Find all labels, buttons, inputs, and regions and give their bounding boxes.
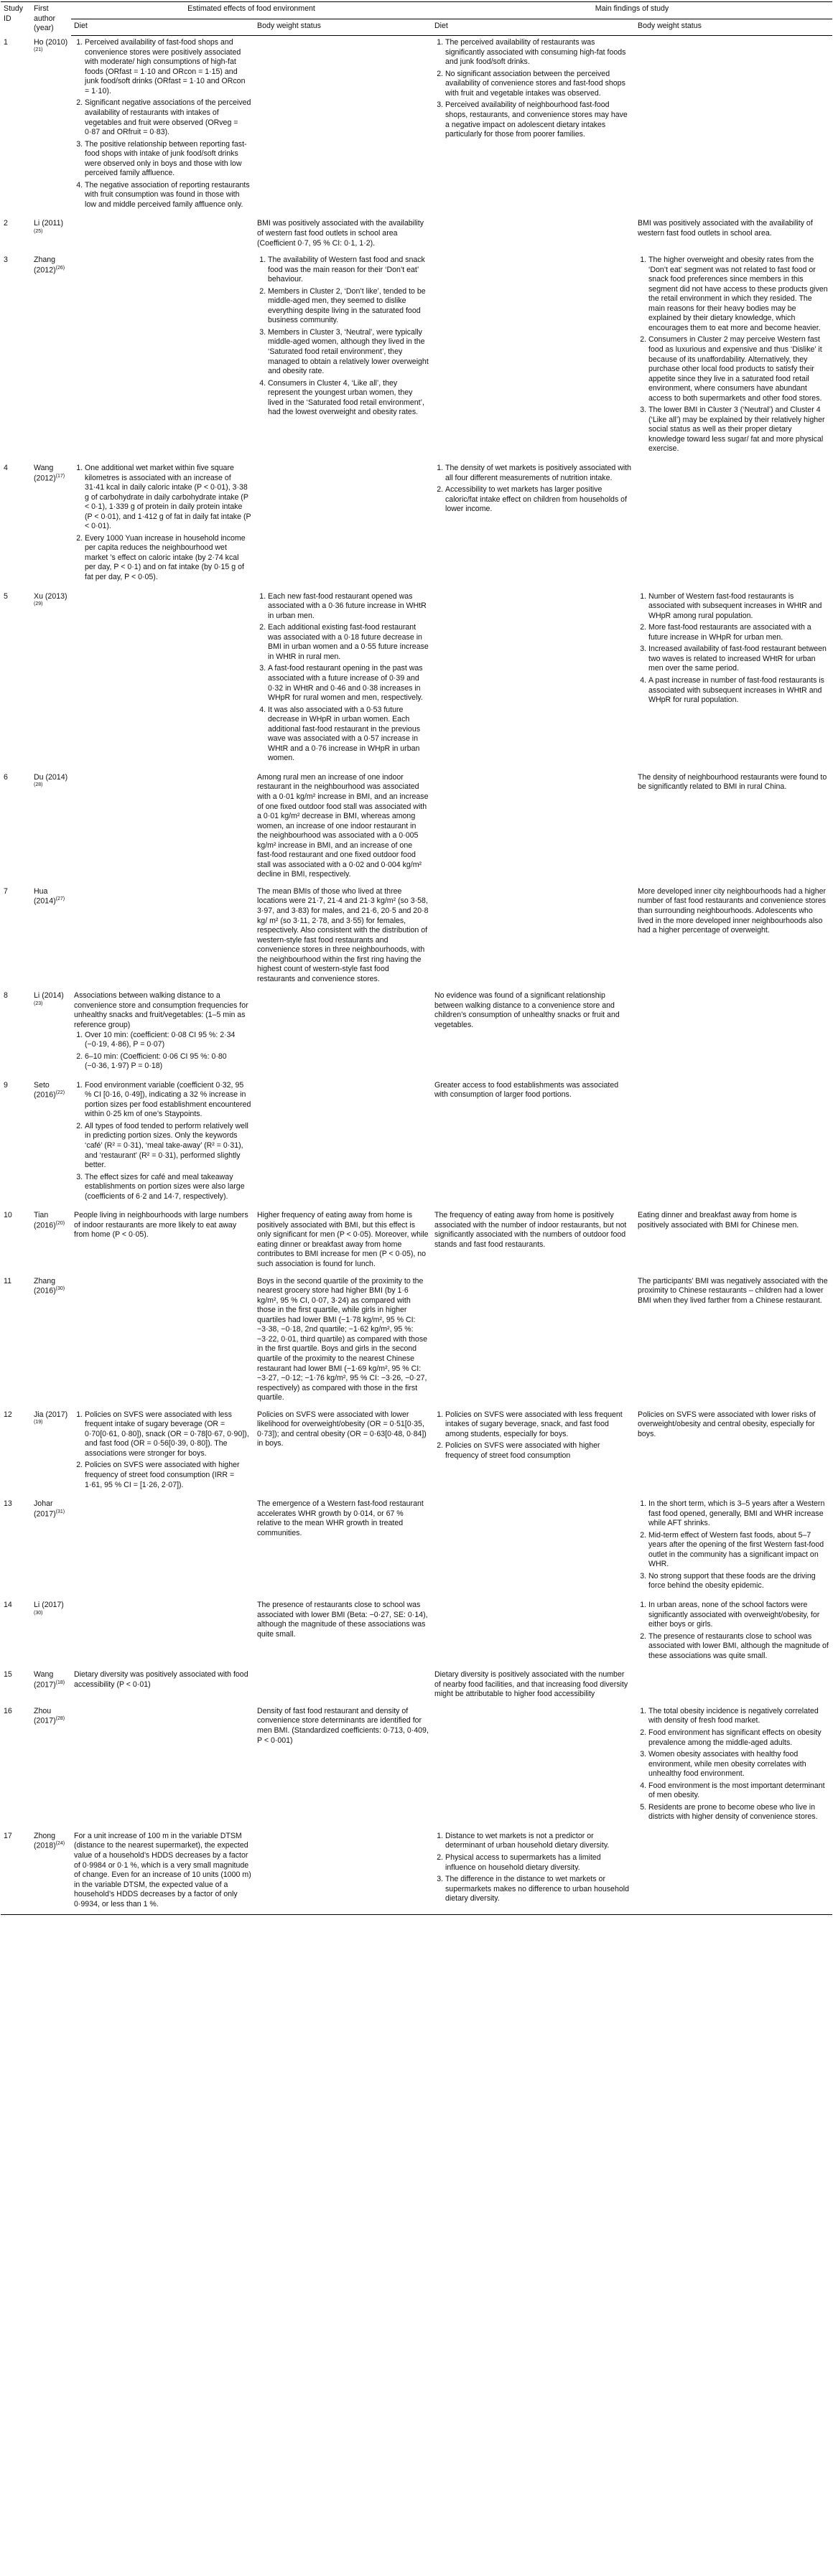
- finding-item: 1. Food environment variable (coefficient 0·32, 95 % CI [0·16, 0·49]), indicating a 32 % increase in portion sizes per food establishment encountered within 0·25 km of one’s Staypoints.: [85, 1081, 251, 1120]
- findings-diet-cell: [432, 1209, 635, 1274]
- finding-item: 4. The negative association of reporting restaurants with fruit consumption was found in those with low and middle perceived family affluence only.: [85, 181, 251, 210]
- finding-text: Boys in the second quartile of the proximity to the nearest grocery store had higher BMI (by 1·6 kg/m², 95 % CI, 0·07, 3·24) as compared with those in the first quartile, while girls in higher quartiles had lower BMI (−1·78 kg/m², 95 % CI: −3·38, −0·18, 2nd quartile; −1·62 kg/m², 95 %: −3·22, 0·01, third quartile) as compared with those in the first quartile. Boys and girls in the second quartile of the proximity to the nearest Chinese restaurant had lower BMI (−1·69 kg/m², 95 % CI: −3·27, −0·12; −1·76 kg/m², 95 % CI: −3·26, −0·27, respectively) as compared with those in the first quartile.: [257, 1276, 428, 1402]
- finding-text: Dietary diversity was positively associated with food accessibility (P < 0·01): [74, 1670, 248, 1689]
- effects-weight-cell: [254, 217, 432, 253]
- study-author: [31, 36, 71, 217]
- study-author: [31, 1598, 71, 1668]
- header-first-author: First author (year): [31, 2, 71, 36]
- author-reference: (27): [55, 896, 65, 902]
- table-row: [1, 989, 832, 1078]
- findings-diet-cell: [432, 1705, 635, 1830]
- finding-text: More developed inner city neighbourhoods had a higher number of fast food restaurants and convenience stores than surrounding neighbourhoods. Adolescents who lived in the more developed inner neighbourhoods also had a higher percentage of overweight.: [638, 886, 827, 935]
- study-author: [31, 1275, 71, 1408]
- finding-item: 1. Policies on SVFS were associated with less frequent intake of sugary beverage (OR = 0·70[0·61, 0·80]), snack (OR = 0·78[0·67, 0·90]), and fast food (OR = 0·56[0·39, 0·80]). The associations were stronger for boys.: [85, 1410, 251, 1459]
- findings-diet-cell: [432, 1275, 635, 1408]
- finding-item: 1. In urban areas, none of the school factors were significantly associated with overweight/obesity, for either boys or girls.: [648, 1601, 829, 1630]
- findings-weight-cell: [635, 590, 832, 771]
- finding-item: 3. The lower BMI in Cluster 3 (‘Neutral’) and Cluster 4 (‘Like all’) may be explained by their relatively higher social status as well as their proper dietary knowledge toward less sugar/ fat and more physical exercise.: [648, 406, 829, 454]
- study-author: [31, 1497, 71, 1598]
- author-name: Seto (2016): [34, 1080, 56, 1100]
- finding-item: 2. Consumers in Cluster 2 may perceive Western fast food as luxurious and expensive and thus ‘Dislike’ it because of its unaffordability. Alternatively, they purchase other local food products to satisfy their appetite since they live in a saturated food retail environment, where consumers have abundant access to both supermarkets and other food stores.: [648, 335, 829, 403]
- finding-item: 2. Every 1000 Yuan increase in household income per capita reduces the neighbourhood wet market ’s effect on caloric intake (by 2·74 kcal per day, P < 0·1) and on fat intake (by 0·15 g of fat per day, P < 0·05).: [85, 534, 251, 583]
- finding-item: 4. Consumers in Cluster 4, ‘Like all’, they represent the youngest urban women, they lived in the ‘Saturated food retail environment’, had the lowest overweight and obesity rates.: [268, 379, 429, 418]
- effects-diet-cell: [71, 1275, 254, 1408]
- effects-diet-cell: [71, 1830, 254, 1915]
- study-author: [31, 1705, 71, 1830]
- finding-item: 2. More fast-food restaurants are associated with a future increase in WHpR for urban men.: [648, 623, 829, 642]
- author-name: Li (2014): [34, 991, 64, 1001]
- author-name: Jia (2017): [34, 1410, 68, 1419]
- finding-text: Eating dinner and breakfast away from home is positively associated with BMI for Chinese men.: [638, 1211, 799, 1230]
- table-row: [1, 462, 832, 590]
- effects-diet-cell: [71, 36, 254, 217]
- author-reference: (30): [55, 1286, 65, 1292]
- findings-diet-cell: [432, 1598, 635, 1668]
- table-row: [1, 590, 832, 771]
- finding-item: 3. Increased availability of fast-food restaurant between two waves is related to increased WHtR for urban men over the same period.: [648, 645, 829, 674]
- author-reference: (18): [55, 1680, 65, 1685]
- effects-weight-cell: [254, 1598, 432, 1668]
- findings-diet-cell: [432, 771, 635, 885]
- study-id: 6: [4, 772, 8, 782]
- finding-item: 1. The availability of Western fast food and snack food was the main reason for their ‘Don’t eat’ behaviour.: [268, 256, 429, 285]
- finding-item: 2. All types of food tended to perform relatively well in predicting portion sizes. Only the keywords ‘café’ (R² = 0·31), ‘meal take-away’ (R² = 0·31), and ‘restaurant’ (R² = 0·31), performed slightly better.: [85, 1122, 251, 1171]
- findings-diet-cell: [432, 1830, 635, 1915]
- header-findings-diet: Diet: [432, 19, 635, 36]
- effects-weight-cell: [254, 1408, 432, 1497]
- finding-item: 1. Number of Western fast-food restaurants is associated with subsequent increases in WHtR and WHpR among rural population.: [648, 592, 829, 622]
- author-reference: (25): [34, 228, 43, 234]
- finding-item: 1. Perceived availability of fast-food shops and convenience stores were positively associated with moderate/ high consumptions of high-fat foods (ORfast = 1·10 and ORcon = 1·15) and junk food/soft drinks (ORfast = 1·10 and ORcon = 1·10).: [85, 38, 251, 96]
- findings-diet-cell: [432, 1408, 635, 1497]
- author-name: Johar (2017): [34, 1499, 56, 1519]
- study-id: 2: [4, 219, 8, 228]
- study-table: [1, 1, 832, 1915]
- study-author: [31, 885, 71, 989]
- table-row: [1, 1275, 832, 1408]
- finding-item: 1. In the short term, which is 3–5 years after a Western fast food opened, generally, BMI and WHR increase while AFT shrinks.: [648, 1499, 829, 1529]
- finding-text: The mean BMIs of those who lived at three locations were 21·7, 21·4 and 21·3 kg/m² (so 3·58, 3·97, and 3·83) for males, and 21·6, 20·5 and 20·8 kg/ m² (so 3·11, 2·78, and 3·55) for females, respectively. Also consistent with the distribution of western-style fast food restaurants and convenience stores in three neighbourhoods, with the neighbourhood within the first ring having the highest count of western-style fast food restaurants and convenience stores.: [257, 886, 429, 983]
- finding-item: 4. Food environment is the most important determinant of men obesity.: [648, 1781, 829, 1801]
- finding-text: BMI was positively associated with the availability of western fast food outlets in school area (Coefficient 0·7, 95 % CI: 0·1, 1·2).: [257, 219, 424, 248]
- findings-diet-cell: [432, 1668, 635, 1705]
- effects-diet-cell: [71, 885, 254, 989]
- findings-diet-cell: [432, 217, 635, 253]
- findings-weight-cell: [635, 1079, 832, 1209]
- finding-item: 2. Accessibility to wet markets has larger positive caloric/fat intake effect on children from households of lower income.: [445, 485, 632, 515]
- finding-item: 1. Distance to wet markets is not a predictor or determinant of urban household dietary diversity.: [445, 1832, 632, 1851]
- finding-list: [74, 464, 251, 583]
- table-body: [1, 36, 832, 1915]
- study-id: 16: [4, 1706, 12, 1715]
- finding-item: 4. It was also associated with a 0·53 future decrease in WHpR in urban women. Each additional fast-food restaurant in the previous wave was associated with a 0·57 increase in WHtR and a 0·76 increase in WHpR in urban women.: [268, 706, 429, 764]
- findings-weight-cell: [635, 1668, 832, 1705]
- author-name: Hua (2014): [34, 886, 56, 906]
- author-name: Tian (2016): [34, 1211, 56, 1230]
- table-row: [1, 1705, 832, 1830]
- header-study-id: Study ID: [1, 2, 31, 36]
- effects-weight-cell: [254, 590, 432, 771]
- study-id: 7: [4, 886, 8, 896]
- finding-text: Density of fast food restaurant and density of convenience store determinants are identified for men BMI. (Standardized coefficients: 0·713, 0·409, P < 0·001): [257, 1706, 429, 1745]
- effects-diet-cell: [71, 1209, 254, 1274]
- finding-item: 5. Residents are prone to become obese who live in districts with higher density of convenience stores.: [648, 1803, 829, 1822]
- table-row: [1, 771, 832, 885]
- finding-list: [74, 1081, 251, 1202]
- author-reference: (30): [34, 1610, 43, 1616]
- finding-text: No evidence was found of a significant relationship between walking distance to a convenience store and children’s consumption of unhealthy snacks or fruit and vegetables.: [434, 991, 620, 1029]
- study-author: [31, 1408, 71, 1497]
- study-author: [31, 1209, 71, 1274]
- table-row: [1, 1209, 832, 1274]
- finding-text: Greater access to food establishments was associated with consumption of larger food portions.: [434, 1080, 619, 1100]
- header-main-findings: Main findings of study: [432, 2, 832, 19]
- finding-item: 3. Women obesity associates with healthy food environment, while men obesity correlates with unhealthy food environment.: [648, 1750, 829, 1779]
- effects-diet-cell: [71, 253, 254, 462]
- finding-item: 2. No significant association between the perceived availability of convenience stores and fast-food shops with fruit and vegetable intakes was observed.: [445, 70, 632, 99]
- effects-diet-cell: [71, 217, 254, 253]
- finding-item: 3. No strong support that these foods are the driving force behind the obesity epidemic.: [648, 1572, 829, 1591]
- author-reference: (21): [34, 47, 43, 53]
- study-id: 11: [4, 1276, 11, 1285]
- effects-weight-cell: [254, 253, 432, 462]
- finding-item: 2. Mid-term effect of Western fast foods, about 5–7 years after the opening of the first Western fast-food outlet in the community has a significant impact on WHR.: [648, 1531, 829, 1570]
- finding-list: [257, 256, 429, 418]
- table-row: [1, 36, 832, 217]
- effects-diet-cell: [71, 590, 254, 771]
- finding-item: 4. A past increase in number of fast-food restaurants is associated with subsequent increases in WHtR and WHpR for rural population.: [648, 676, 829, 706]
- study-id: 5: [4, 591, 8, 601]
- findings-weight-cell: [635, 1209, 832, 1274]
- study-id: 15: [4, 1670, 12, 1680]
- finding-item: 1. The density of wet markets is positively associated with all four different measurements of nutrition intake.: [445, 464, 632, 483]
- findings-weight-cell: [635, 1408, 832, 1497]
- finding-list: [434, 38, 632, 139]
- effects-diet-cell: [71, 1079, 254, 1209]
- author-reference: (20): [55, 1220, 65, 1226]
- finding-list: [638, 256, 829, 454]
- table-row: [1, 253, 832, 462]
- table-row: [1, 1668, 832, 1705]
- author-name: Zhang (2012): [34, 256, 56, 275]
- header-estimated-effects: Estimated effects of food environment: [71, 2, 432, 19]
- finding-item: 1. The perceived availability of restaurants was significantly associated with consuming high-fat foods and junk food/soft drinks.: [445, 38, 632, 67]
- finding-item: 2. Policies on SVFS were associated with higher frequency of street food consumption: [445, 1441, 632, 1461]
- effects-diet-cell: [71, 1408, 254, 1497]
- findings-diet-cell: [432, 462, 635, 590]
- finding-item: 3. Perceived availability of neighbourhood fast-food shops, restaurants, and convenience stores may have a negative impact on adolescent dietary intakes particularly for those from poorer families.: [445, 100, 632, 139]
- findings-diet-cell: [432, 885, 635, 989]
- finding-text: The density of neighbourhood restaurants were found to be significantly related to BMI in rural China.: [638, 772, 827, 792]
- finding-item: 1. Each new fast-food restaurant opened was associated with a 0·36 future increase in WHtR in urban men.: [268, 592, 429, 622]
- study-id: 14: [4, 1600, 12, 1609]
- effects-weight-cell: [254, 1209, 432, 1274]
- effects-weight-cell: [254, 1705, 432, 1830]
- effects-diet-cell: [71, 771, 254, 885]
- study-id: 13: [4, 1499, 12, 1509]
- finding-text: The participants’ BMI was negatively associated with the proximity to Chinese restaurants – children had a lower BMI when they lived farther from a Chinese restaurant.: [638, 1276, 828, 1305]
- author-name: Wang (2017): [34, 1670, 56, 1690]
- finding-item: 3. A fast-food restaurant opening in the past was associated with a future increase of 0·39 and 0·32 in WHtR and 0·46 and 0·38 increases in WHpR for rural women and men, respectively.: [268, 664, 429, 703]
- effects-weight-cell: [254, 1830, 432, 1915]
- study-author: [31, 771, 71, 885]
- table-row: [1, 1497, 832, 1598]
- study-author: [31, 217, 71, 253]
- study-id: 3: [4, 256, 8, 265]
- study-author: [31, 989, 71, 1078]
- author-reference: (19): [34, 1420, 43, 1425]
- finding-text: Higher frequency of eating away from home is positively associated with BMI, but this effect is only significant for men (P < 0·05). Moreover, while eating dinner or breakfast away from home contributes to BMI increase for men (P < 0·05), no such association is found for lunch.: [257, 1211, 429, 1269]
- study-id: 8: [4, 991, 8, 1001]
- finding-item: 3. The effect sizes for café and meal takeaway establishments on portion sizes were also large (coefficients of 6·2 and 14·7, respectively).: [85, 1173, 251, 1202]
- finding-item: 2. The presence of restaurants close to school was associated with lower BMI, although the magnitude of these associations was quite small.: [648, 1632, 829, 1662]
- study-id: 12: [4, 1410, 12, 1419]
- finding-text: Dietary diversity is positively associated with the number of nearby food facilities, and that increasing food diversity might be attributable to higher food accessibility: [434, 1670, 628, 1699]
- finding-item: 3. The positive relationship between reporting fast-food shops with intake of junk food/soft drinks were observed only in boys and those with low perceived family affluence.: [85, 140, 251, 179]
- finding-text: The presence of restaurants close to school was associated with lower BMI (Beta: −0·27, SE: 0·14), although the magnitude of these associations was quite small.: [257, 1600, 428, 1639]
- findings-diet-cell: [432, 253, 635, 462]
- finding-item: 1. One additional wet market within five square kilometres is associated with an increase of 31·41 kcal in daily caloric intake (P < 0·01), 3·38 g of carbohydrate in daily carbohydrate intake (P < 0·1), 1·339 g of protein in daily protein intake (P < 0·01), and 1·412 g of fat in daily fat intake (P < 0·01).: [85, 464, 251, 532]
- study-author: [31, 1079, 71, 1209]
- author-name: Wang (2012): [34, 464, 56, 483]
- author-reference: (26): [55, 265, 65, 271]
- table-row: [1, 1408, 832, 1497]
- findings-diet-cell: [432, 1079, 635, 1209]
- effects-weight-cell: [254, 1275, 432, 1408]
- finding-list: [638, 592, 829, 706]
- findings-diet-cell: [432, 1497, 635, 1598]
- author-name: Xu (2013): [34, 591, 68, 601]
- author-name: Li (2011): [34, 219, 64, 228]
- finding-item: 2. Food environment has significant effects on obesity prevalence among the middle-aged adults.: [648, 1728, 829, 1748]
- header-effects-diet: Diet: [71, 19, 254, 36]
- author-name: Li (2017): [34, 1600, 64, 1609]
- finding-item: 1. The total obesity incidence is negatively correlated with density of fresh food market.: [648, 1707, 829, 1726]
- effects-weight-cell: [254, 989, 432, 1078]
- finding-text: People living in neighbourhoods with large numbers of indoor restaurants are more likely to eat away from home (P < 0·05).: [74, 1211, 248, 1240]
- author-reference: (23): [34, 1001, 43, 1006]
- findings-weight-cell: [635, 1705, 832, 1830]
- finding-text: The emergence of a Western fast-food restaurant accelerates WHR growth by 0·014, or 67 % relative to the mean WHR growth in treated communities.: [257, 1499, 424, 1537]
- findings-weight-cell: [635, 1275, 832, 1408]
- findings-diet-cell: [432, 36, 635, 217]
- findings-weight-cell: [635, 36, 832, 217]
- finding-item: 3. Members in Cluster 3, ‘Neutral’, were typically middle-aged women, although they lived in the ‘Saturated food retail environment’, they managed to obtain a relatively lower overweight and obesity rate.: [268, 328, 429, 377]
- effects-weight-cell: [254, 1668, 432, 1705]
- findings-weight-cell: [635, 885, 832, 989]
- finding-list: [434, 1410, 632, 1461]
- effects-diet-cell: [71, 462, 254, 590]
- effects-weight-cell: [254, 1497, 432, 1598]
- finding-item: 2. Significant negative associations of the perceived availability of restaurants with intakes of vegetables and fruit were observed (ORveg = 0·87 and ORfruit = 0·83).: [85, 98, 251, 137]
- finding-text: Policies on SVFS were associated with lower likelihood for overweight/obesity (OR = 0·51[0·35, 0·73]); and central obesity (OR = 0·63[0·48, 0·84]) in boys.: [257, 1410, 427, 1448]
- study-id: 17: [1, 1830, 31, 1915]
- study-author: [31, 590, 71, 771]
- findings-weight-cell: [635, 771, 832, 885]
- findings-diet-cell: [432, 989, 635, 1078]
- finding-list: [638, 1601, 829, 1661]
- finding-list: [74, 1410, 251, 1490]
- finding-text: Policies on SVFS were associated with lower risks of overweight/obesity and central obesity, especially for boys.: [638, 1410, 816, 1438]
- author-name: Ho (2010): [34, 37, 68, 47]
- author-reference: (28): [34, 782, 43, 788]
- author-name: Zhou (2017): [34, 1706, 56, 1725]
- finding-text: The frequency of eating away from home is positively associated with the number of indoor restaurants, but not significantly associated with the numbers of outdoor food stands and fast food restaurants.: [434, 1211, 627, 1249]
- finding-item: 1. Policies on SVFS were associated with less frequent intakes of sugary beverage, snack, and fast food among students, especially for boys.: [445, 1410, 632, 1440]
- header-effects-weight: Body weight status: [254, 19, 432, 36]
- author-reference: (24): [55, 1841, 65, 1847]
- finding-item: 1. The higher overweight and obesity rates from the ‘Don’t eat’ segment was not related to fast food or snack food preferences since members in this segment did not have access to these products given the retail environment in which they resided. The main reasons for their heavy bodies may be explained by their dietary knowledge, which encourages them to eat more and become heavier.: [648, 256, 829, 333]
- finding-list: [74, 1031, 251, 1072]
- finding-text: Associations between walking distance to a convenience store and consumption frequencies for unhealthy snacks and fruit/vegetables: (1–5 min as reference group): [74, 991, 248, 1029]
- header-findings-weight: Body weight status: [635, 19, 832, 36]
- finding-text: Among rural men an increase of one indoor restaurant in the neighbourhood was associated with a 0·01 kg/m² increase in BMI, and an increase of one fixed outdoor food stall was associated with a 0·01 kg/m² decrease in BMI, whereas among women, an increase of one indoor restaurant in the neighbourhood was associated with a 0·005 kg/m² increase in BMI, and an increase of one fast-food restaurant and one fixed outdoor food stall was associated with a 0·02 and 0·004 kg/m² decline in BMI, respectively.: [257, 772, 429, 879]
- effects-weight-cell: [254, 771, 432, 885]
- author-reference: (17): [55, 473, 65, 479]
- findings-weight-cell: [635, 253, 832, 462]
- effects-diet-cell: [71, 1598, 254, 1668]
- findings-weight-cell: [635, 1497, 832, 1598]
- effects-weight-cell: [254, 462, 432, 590]
- finding-list: [74, 38, 251, 210]
- findings-weight-cell: [635, 989, 832, 1078]
- table-row: [1, 217, 832, 253]
- finding-list: [434, 464, 632, 515]
- study-id: 1: [4, 37, 8, 47]
- author-name: Zhong (2018): [34, 1831, 56, 1850]
- finding-item: 2. Members in Cluster 2, ‘Don’t like’, tended to be middle-aged men, they seemed to dislike everything despite living in the saturated food business community.: [268, 287, 429, 326]
- study-id: 4: [4, 464, 8, 473]
- author-reference: (31): [55, 1509, 65, 1514]
- author-name: Du (2014): [34, 772, 68, 782]
- findings-weight-cell: [635, 1830, 832, 1915]
- study-author: [31, 253, 71, 462]
- finding-list: [257, 592, 429, 764]
- effects-weight-cell: [254, 36, 432, 217]
- findings-weight-cell: [635, 462, 832, 590]
- table-row: [1, 885, 832, 989]
- study-id: 10: [4, 1211, 12, 1220]
- findings-weight-cell: [635, 1598, 832, 1668]
- effects-weight-cell: [254, 885, 432, 989]
- author-reference: (28): [55, 1716, 65, 1722]
- findings-weight-cell: [635, 217, 832, 253]
- table-row: [1, 1598, 832, 1668]
- finding-list: [638, 1499, 829, 1591]
- table-header: [1, 2, 832, 36]
- finding-text: BMI was positively associated with the availability of western fast food outlets in school area.: [638, 219, 813, 238]
- finding-item: 2. 6–10 min: (Coefficient: 0·06 CI 95 %: 0·80 (−0·36, 1·97) P = 0·18): [85, 1052, 251, 1072]
- finding-list: [638, 1707, 829, 1822]
- author-reference: (29): [34, 601, 43, 607]
- study-author: [31, 462, 71, 590]
- findings-diet-cell: [432, 590, 635, 771]
- effects-diet-cell: [71, 1497, 254, 1598]
- study-author: [31, 1668, 71, 1705]
- finding-item: 1. Over 10 min: (coefficient: 0·08 CI 95 %: 2·34 (−0·19, 4·86), P = 0·07): [85, 1031, 251, 1050]
- author-reference: (22): [55, 1090, 65, 1096]
- finding-item: 2. Policies on SVFS were associated with higher frequency of street food consumption (IRR = 1·61, 95 % CI = [1·26, 2·07]).: [85, 1461, 251, 1490]
- table-row: [1, 1830, 832, 1915]
- study-author: [31, 1830, 71, 1915]
- table-row: [1, 1079, 832, 1209]
- finding-item: 3. The difference in the distance to wet markets or supermarkets makes no difference to urban household dietary diversity.: [445, 1875, 632, 1904]
- finding-text: For a unit increase of 100 m in the variable DTSM (distance to the nearest supermarket), the expected value of a household’s HDDS decreases by a factor of 0·9984 or 0·1 %, which is a very small magnitude of change. Even for an increase of 10 units (1000 m) in the variable DTSM, the expected value of a household’s HDDS decreases by a factor of only 0·9934, or less than 1 %.: [74, 1831, 251, 1908]
- effects-diet-cell: [71, 1668, 254, 1705]
- finding-item: 2. Each additional existing fast-food restaurant was associated with a 0·18 future decrease in BMI in urban women and a 0·55 future increase in WHtR in rural men.: [268, 623, 429, 662]
- author-name: Zhang (2016): [34, 1276, 56, 1296]
- finding-list: [434, 1832, 632, 1904]
- effects-diet-cell: [71, 989, 254, 1078]
- effects-weight-cell: [254, 1079, 432, 1209]
- study-id: 9: [4, 1080, 8, 1090]
- finding-item: 2. Physical access to supermarkets has a limited influence on household dietary diversity.: [445, 1853, 632, 1873]
- effects-diet-cell: [71, 1705, 254, 1830]
